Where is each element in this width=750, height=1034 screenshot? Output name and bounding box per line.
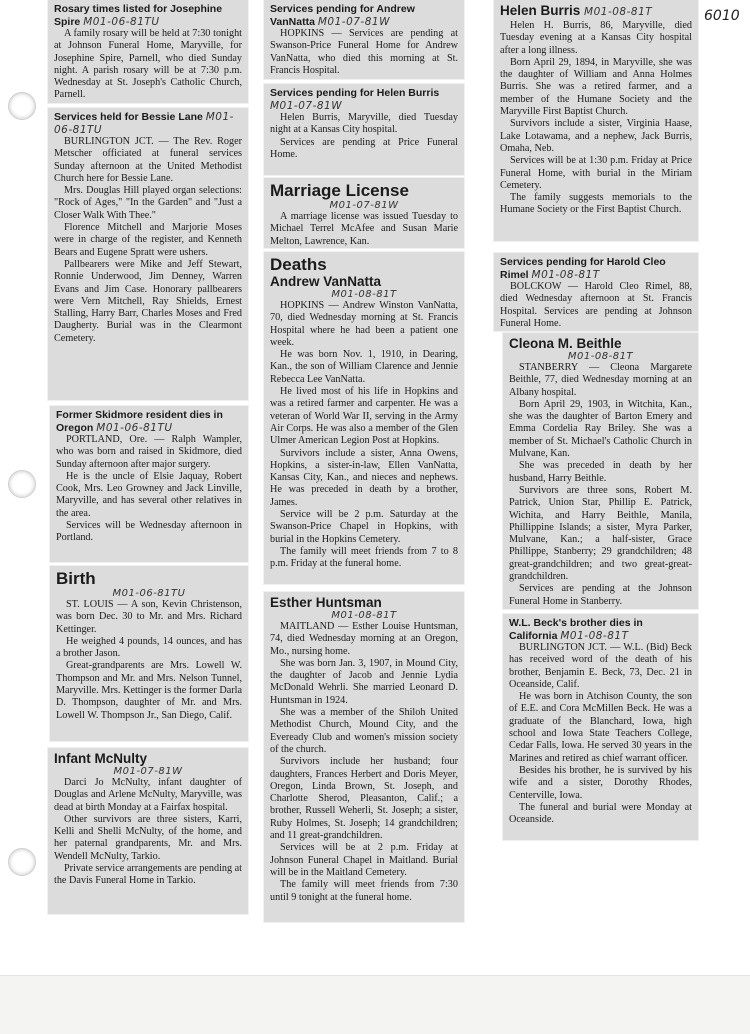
kicker <box>54 111 242 136</box>
clipping-beithle <box>503 333 698 609</box>
kicker-text: W.L. Beck's brother dies in California <box>509 617 643 642</box>
kicker <box>56 409 242 434</box>
paragraph: ST. LOUIS — A son, Kevin Christenson, was born Dec. 30 to Mr. and Mrs. Richard Kettinger. <box>56 599 242 635</box>
kicker-text: Services held for Bessie Lane <box>54 111 203 123</box>
kicker-text: Services pending for Helen Burris <box>270 87 440 99</box>
paragraph: The family suggests memorials to the Humane Society or the First Baptist Church. <box>500 192 692 216</box>
handwritten-date: M01-08-81T <box>567 351 634 362</box>
paragraph: Services will be at 1:30 p.m. Friday at Price Funeral Home, with burial in the Miriam Cemetery. <box>500 155 692 191</box>
heading: Andrew VanNatta <box>270 274 382 289</box>
handwritten-date: M01-06-81TU <box>96 421 173 434</box>
heading-text: Helen Burris <box>500 3 581 18</box>
paragraph: MAITLAND — Esther Louise Huntsman, 74, died Wednesday morning at an Oregon, Mo., nursing home. <box>270 621 458 657</box>
handwritten-date: M01-08-81T <box>331 610 397 621</box>
page-number: 6010 <box>704 8 740 24</box>
handwritten-date: M01-07-81W <box>113 766 183 777</box>
kicker <box>509 617 692 642</box>
paragraph: BURLINGTON JCT. — W.L. (Bid) Beck has received word of the death of his brother, Benjamin E. Beck, 73, Dec. 21 in Oceanside, Calif. <box>509 642 692 690</box>
kicker <box>270 3 458 28</box>
paragraph: She was a member of the Shiloh United Methodist Church, Mound City, and the Eveready Club and women's mission society of the church. <box>270 707 458 755</box>
paragraph: A family rosary will be held at 7:30 tonight at Johnson Funeral Home, Maryville, for Josephine Spire, Parnell, who died Sunday night. A parish rosary will be at 7:30 p.m. Wednesday at St. Joseph's Catholic Church, Parnell. <box>54 28 242 101</box>
heading <box>500 3 692 20</box>
paragraph: HOPKINS — Services are pending at Swanson-Price Funeral Home for Andrew VanNatta, who died this morning at St. Francis Hospital. <box>270 28 458 76</box>
clipping-spire <box>48 0 248 103</box>
handwritten-date: M01-08-81T <box>531 268 600 281</box>
paragraph: Born April 29, 1903, in Witchita, Kan., she was the daughter of Barton Emery and Emma Cordelia Ray Briley. She was a member of St. Michael's Catholic Church in Mulvane, Kan. <box>509 398 692 460</box>
binder-hole-top <box>8 92 36 120</box>
handwritten-date: M01-08-81T <box>560 629 629 642</box>
kicker <box>270 87 458 112</box>
handwritten-date: M01-07-81W <box>270 99 343 112</box>
paragraph: Services will be at 2 p.m. Friday at Johnson Funeral Chapel in Maitland. Burial will be in the Maitland Cemetery. <box>270 842 458 878</box>
binder-hole-middle <box>8 470 36 498</box>
paragraph: Service will be 2 p.m. Saturday at the Swanson-Price Chapel in Hopkins, with burial in the Hopkins Cemetery. <box>270 509 458 545</box>
deaths-heading: Deaths <box>270 255 327 274</box>
paragraph: Mrs. Douglas Hill played organ selections: "Rock of Ages," "In the Garden" and "Just a Closer Walk With Thee." <box>54 185 242 221</box>
handwritten-date: M01-07-81W <box>317 15 390 28</box>
heading: Esther Huntsman <box>270 595 382 610</box>
handwritten-date: M01-08-81T <box>584 6 653 18</box>
clipping-burris <box>494 0 698 241</box>
paragraph: Florence Mitchell and Marjorie Moses were in charge of the register, and Kenneth Bears and Eugene Spratt were ushers. <box>54 222 242 258</box>
paragraph: Survivors include a sister, Virginia Haase, Lake Lotawama, and a nephew, Jack Burris, Omaha, Neb. <box>500 118 692 154</box>
paragraph: Darci Jo McNulty, infant daughter of Douglas and Arlene McNulty, Maryville, was dead at birth Monday at a Fairfax hospital. <box>54 777 242 813</box>
paragraph: Born April 29, 1894, in Maryville, she was the daughter of William and Anna Holmes Burris. She was a retired farmer, and a member of the Humane Society and the Maryville First Baptist Church. <box>500 56 692 118</box>
paragraph: Pallbearers were Mike and Jeff Stewart, Ronnie Underwood, Jim Denney, Warren Evans and Jim Case. Honorary pallbearers were Vern Mitchell, Ray Shields, Ernest Stalling, Harry Barr, Charles Moses and Fred Daugherty. Burial was in the Clearmont Cemetery. <box>54 258 242 344</box>
handwritten-date: M01-07-81W <box>329 200 399 211</box>
paragraph: Services are pending at the Johnson Funeral Home in Stanberry. <box>509 583 692 607</box>
kicker <box>500 256 692 281</box>
paragraph: Survivors include her husband; four daughters, Frances Herbert and Doris Meyer, Oregon, Linda Brown, St. Joseph, and Charlotte Sherod, Pleasanton, Calif.; a brother, Russell Weherli, St. Joseph; a sister, Ruby Holmes, St. Joseph; 14 grandchildren; and 11 great-grandchildren. <box>270 756 458 842</box>
kicker-text: Rosary times listed for Josephine Spire <box>54 3 223 28</box>
handwritten-date: M01-06-81TU <box>112 588 186 599</box>
paragraph: Private service arrangements are pending at the Davis Funeral Home in Tarkio. <box>54 863 242 887</box>
paragraph: He lived most of his life in Hopkins and was a retired farmer and carpenter. He was a veteran of World War II, serving in the Army Air Corps. He was also a member of the Glen Ulmer American Legion Post at Hopkins. <box>270 386 458 447</box>
clipping-mcnulty <box>48 748 248 914</box>
paragraph: PORTLAND, Ore. — Ralph Wampler, who was born and raised in Skidmore, died Sunday afternoon after major surgery. <box>56 434 242 470</box>
clipping-huntsman <box>264 592 464 922</box>
paragraph: She was born Jan. 3, 1907, in Mound City, the daughter of Jacob and Jennie Lydia McDonald Wehrli. She married Leonard D. Huntsman in 1924. <box>270 657 458 706</box>
paragraph: He was born in Atchison County, the son of E.E. and Cora McMillen Beck. He was a graduate of the Blanchard, Iowa, high school and Iowa State Teachers College, Cedar Falls, Iowa. He served 30 years in the Marines and retired as chief warrant officer. <box>509 691 692 764</box>
paragraph: BOLCKOW — Harold Cleo Rimel, 88, died Wednesday afternoon at St. Francis Hospital. Services are pending at Johnson Funeral Home. <box>500 281 692 329</box>
clipping-burris-pending <box>264 84 464 175</box>
clipping-vannatta <box>264 252 464 584</box>
paragraph: He weighed 4 pounds, 14 ounces, and has a brother Jason. <box>56 635 242 660</box>
heading: Birth <box>56 569 96 588</box>
clipping-skidmore <box>50 406 248 562</box>
clipping-lane <box>48 108 248 400</box>
clipping-vannatta-pending <box>264 0 464 79</box>
paragraph: He is the uncle of Elsie Jaquay, Robert Cook, Mrs. Leo Growney and Jack Linville, Maryville, and has several other relatives in the area. <box>56 470 242 519</box>
clipping-birth <box>50 566 248 741</box>
heading: Marriage License <box>270 181 409 200</box>
paragraph: Besides his brother, he is survived by his wife and a sister, Dorothy Rhodes, Centerville, Iowa. <box>509 764 692 801</box>
clipping-marriage-license <box>264 178 464 248</box>
paragraph: BURLINGTON JCT. — The Rev. Roger Metscher officiated at funeral services Sunday afternoon at the United Methodist Church here for Bessie Lane. <box>54 136 242 184</box>
paragraph: The family will meet friends from 7 to 8 p.m. Friday at the funeral home. <box>270 545 458 570</box>
binder-hole-bottom <box>8 848 36 876</box>
paragraph: Services are pending at Price Funeral Home. <box>270 136 458 160</box>
kicker <box>54 3 242 28</box>
paragraph: Helen H. Burris, 86, Maryville, died Tuesday evening at a Kansas City hospital after a long illness. <box>500 20 692 56</box>
paragraph: Survivors include a sister, Anna Owens, Hopkins, a sister-in-law, Ellen VanNatta, Kansas City, Kan., and nieces and nephews. He was preceded in death by a brother, James. <box>270 447 458 508</box>
paragraph: Great-grandparents are Mrs. Lowell W. Thompson and Mr. and Mrs. Nelson Tunnel, Maryville. Mrs. Kettinger is the former Darla D. Thompson, daughter of Mr. and Mrs. Lowell W. Thompson Jr., San Diego, Calif. <box>56 660 242 721</box>
paragraph: Services will be Wednesday afternoon in Portland. <box>56 520 242 544</box>
paragraph: The family will meet friends from 7:30 until 9 tonight at the funeral home. <box>270 879 458 903</box>
kicker-text: Services pending for Andrew VanNatta <box>270 3 415 28</box>
handwritten-date: M01-06-81TU <box>54 111 234 136</box>
paragraph: The funeral and burial were Monday at Oceanside. <box>509 801 692 826</box>
clipping-rimel <box>494 253 698 331</box>
kicker-text: Services pending for Harold Cleo Rimel <box>500 256 666 281</box>
paragraph: He was born Nov. 1, 1910, in Dearing, Kan., the son of William Clarence and Jennie Rebecca Lee VanNatta. <box>270 349 458 385</box>
clipping-beck <box>503 614 698 840</box>
heading: Cleona M. Beithle <box>509 336 622 351</box>
paragraph: HOPKINS — Andrew Winston VanNatta, 70, died Wednesday morning at St. Francis Hospital where he had been a patient one week. <box>270 300 458 348</box>
kicker-text: Former Skidmore resident dies in Oregon <box>56 409 223 434</box>
paragraph: A marriage license was issued Tuesday to Michael Terrel McAfee and Susan Marie Melton, Lawrence, Kan. <box>270 211 458 247</box>
handwritten-date: M01-06-81TU <box>83 15 160 28</box>
paragraph: She was preceded in death by her husband, Harry Beithle. <box>509 460 692 484</box>
paragraph: Helen Burris, Maryville, died Tuesday night at a Kansas City hospital. <box>270 112 458 136</box>
handwritten-date: M01-08-81T <box>331 289 397 300</box>
heading: Infant McNulty <box>54 751 147 766</box>
page-bottom-edge <box>0 975 750 1034</box>
paragraph: STANBERRY — Cleona Margarete Beithle, 77, died Wednesday morning at an Albany hospital. <box>509 362 692 398</box>
paragraph: Other survivors are three sisters, Karri, Kelli and Shelli McNulty, of the home, and her paternal grandparents, Mr. and Mrs. Wendell McNulty, Tarkio. <box>54 813 242 862</box>
paragraph: Survivors are three sons, Robert M. Patrick, Union Star, Phillip E. Patrick, Wichita, and Harry Beithle, Manila, Phillippine Islands; a sister, Myra Parker, Mulvane, Kan.; a half-sister, Grace Phillippe, Stanberry; 29 grandchildren; 48 great-grandchildren; and two great-great-grandchildren. <box>509 484 692 583</box>
